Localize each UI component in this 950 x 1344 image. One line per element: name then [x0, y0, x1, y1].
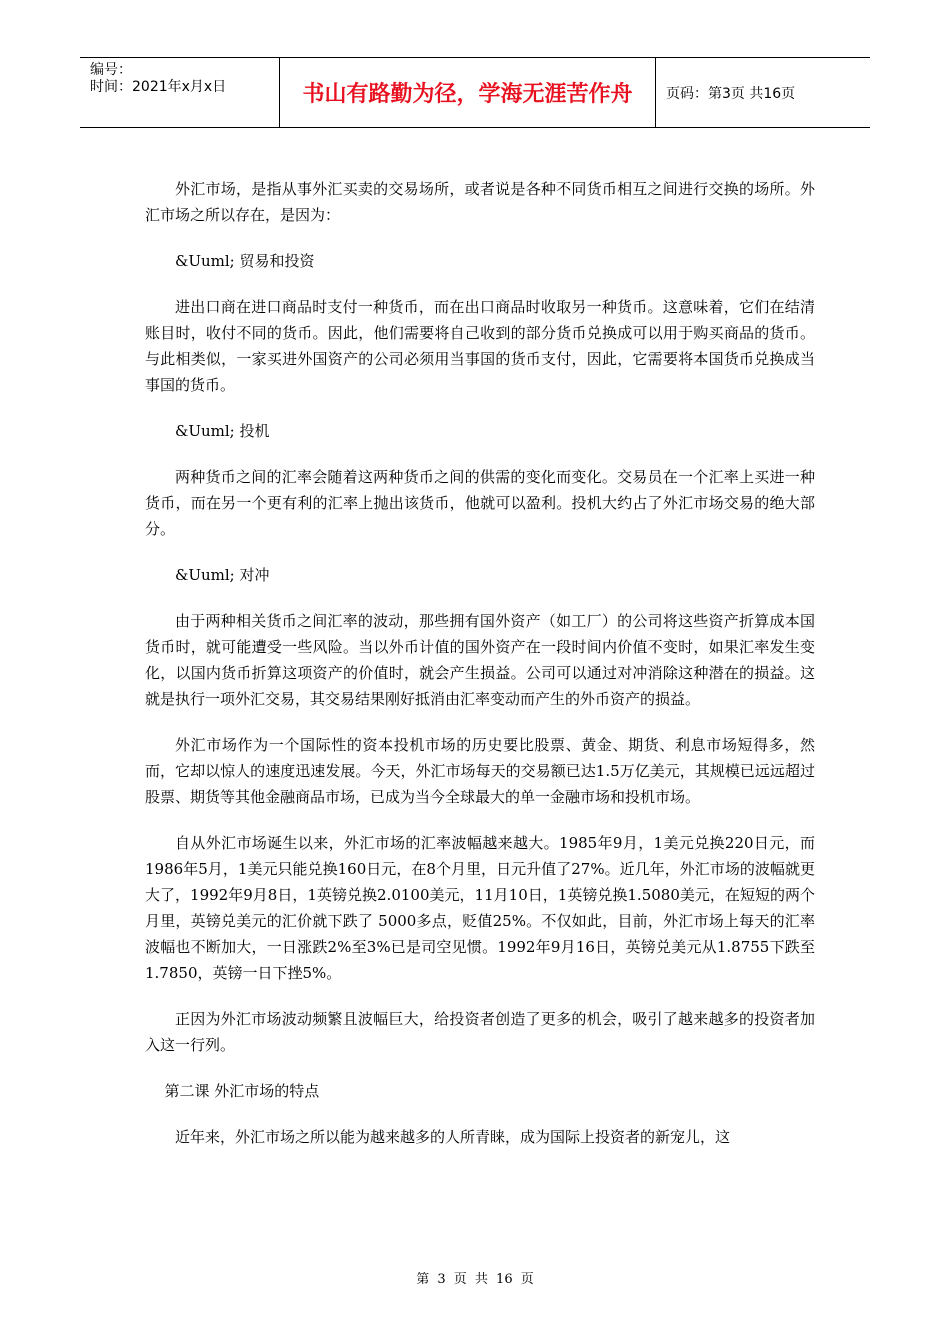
- paragraph-volatility: 自从外汇市场诞生以来，外汇市场的汇率波幅越来越大。1985年9月，1美元兑换220日元，而1986年5月，1美元只能兑换160日元，在8个月里，日元升值了27%。近几年，外汇市场的波幅就更大了，1992年9月8日，1英镑兑换2.0100美元，11月10日，1英镑兑换1.5080美元，在短短的两个月里，英镑兑美元的汇价就下跌了 5000多点，贬值25%。不仅如此，目前，外汇市场上每天的汇率波幅也不断加大，一日涨跌2%至3%已是司空见惯。1992年9月16日，英镑兑美元从1.8755下跌至1.7850，英镑一日下挫5%。: [145, 834, 815, 982]
- document-number-label: 编号：: [90, 62, 132, 78]
- paragraph-trade: 进出口商在进口商品时支付一种货币，而在出口商品时收取另一种货币。这意味着，它们在结清账目时，收付不同的货币。因此，他们需要将自己收到的部分货币兑换成可以用于购买商品的货币。与此相类似，一家买进外国资产的公司必须用当事国的货币支付，因此，它需要将本国货币兑换成当事国的货币。: [145, 298, 815, 394]
- page-footer: 第 3 页 共 16 页: [416, 1272, 534, 1287]
- paragraph-lesson-intro: 近年来，外汇市场之所以能为越来越多的人所青睐，成为国际上投资者的新宠儿，这: [175, 1128, 731, 1146]
- paragraph-hedging: 由于两种相关货币之间汇率的波动，那些拥有国外资产（如工厂）的公司将这些资产折算成本国货币时，就可能遭受一些风险。当以外币计值的国外资产在一段时间内价值不变时，如果汇率发生变化，以国内货币折算这项资产的价值时，就会产生损益。公司可以通过对冲消除这种潜在的损益。这就是执行一项外汇交易，其交易结果刚好抵消由汇率变动而产生的外币资产的损益。: [145, 612, 815, 708]
- bullet-hedging: &Uuml; 对冲: [175, 566, 270, 584]
- page-header: [80, 57, 870, 128]
- paragraph-opportunity: 正因为外汇市场波动频繁且波幅巨大，给投资者创造了更多的机会，吸引了越来越多的投资者加入这一行列。: [145, 1010, 815, 1054]
- header-motto: 书山有路勤为径，学海无涯苦作舟: [280, 58, 656, 127]
- bullet-trade-investment: &Uuml; 贸易和投资: [175, 252, 315, 270]
- document-time-label: 时间：2021年x月x日: [90, 79, 227, 95]
- document-body: [145, 176, 815, 1170]
- bullet-speculation: &Uuml; 投机: [175, 422, 270, 440]
- header-meta: [80, 58, 280, 127]
- paragraph-market-size: 外汇市场作为一个国际性的资本投机市场的历史要比股票、黄金、期货、利息市场短得多，然而，它却以惊人的速度迅速发展。今天，外汇市场每天的交易额已达1.5万亿美元，其规模已远远超过股票、期货等其他金融商品市场，已成为当今全球最大的单一金融市场和投机市场。: [145, 736, 815, 806]
- lesson-heading: 第二课 外汇市场的特点: [164, 1082, 320, 1100]
- header-page-label: 页码：第3页 共16页: [666, 85, 796, 102]
- paragraph-intro: 外汇市场，是指从事外汇买卖的交易场所，或者说是各种不同货币相互之间进行交换的场所。外汇市场之所以存在，是因为：: [145, 180, 815, 224]
- paragraph-speculation: 两种货币之间的汇率会随着这两种货币之间的供需的变化而变化。交易员在一个汇率上买进一种货币，而在另一个更有利的汇率上抛出该货币，他就可以盈利。投机大约占了外汇市场交易的绝大部分。: [145, 468, 815, 538]
